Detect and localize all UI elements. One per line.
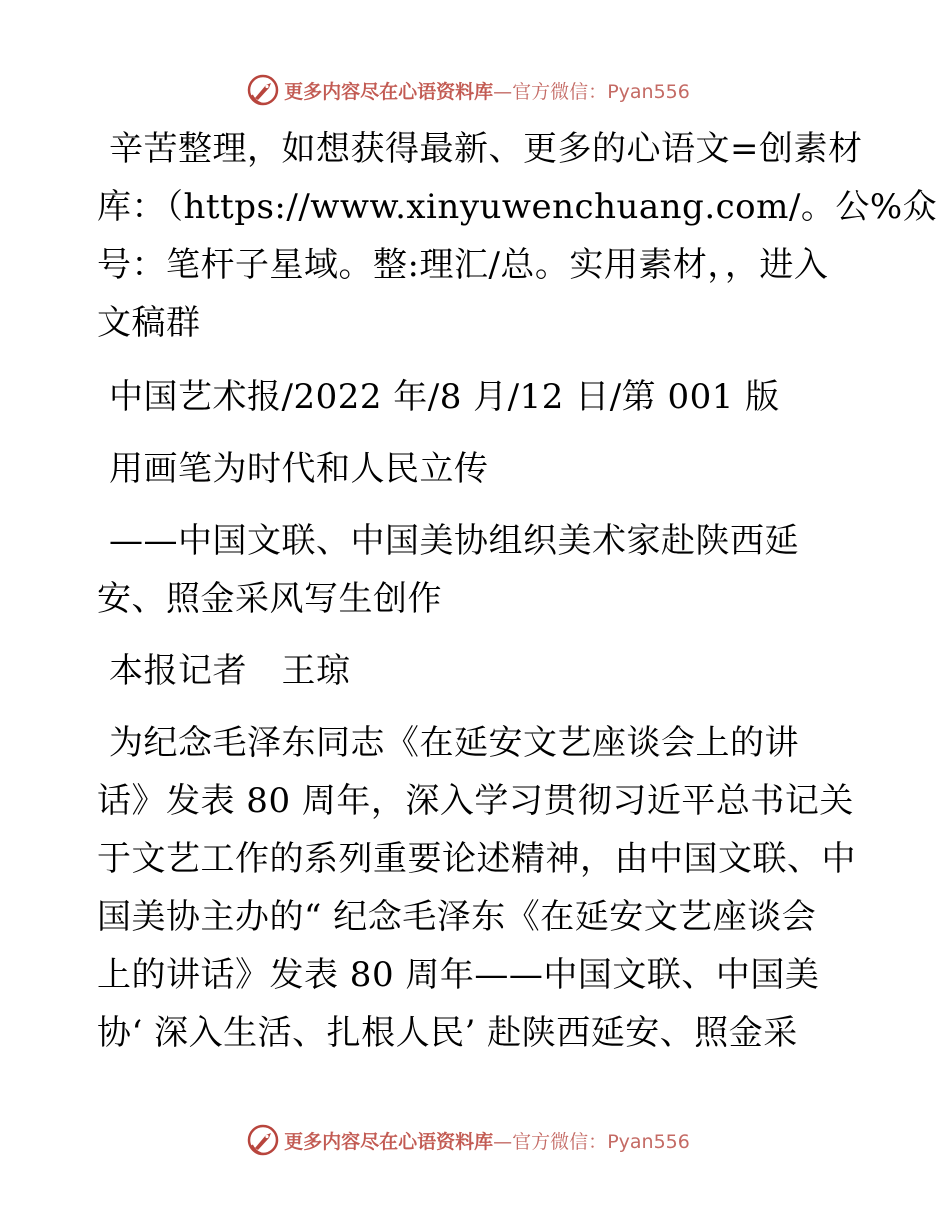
body-line: 为纪念毛泽东同志《在延安文艺座谈会上的讲 (109, 723, 799, 763)
subheadline-line: ——中国文联、中国美协组织美术家赴陕西延 (109, 521, 799, 561)
banner-separator: — (493, 80, 513, 103)
banner-wechat-label: 官方微信： (512, 80, 608, 103)
banner-wechat-id: Pyan556 (607, 80, 690, 103)
banner-text (284, 1127, 690, 1154)
footer-banner (0, 1120, 950, 1160)
banner-brand: 更多内容尽在心语资料库 (284, 80, 494, 103)
document-body (97, 120, 938, 1062)
body-line: 国美协主办的“ 纪念毛泽东《在延安文艺座谈会 (97, 897, 817, 937)
intro-line: 库：（https://www.xinyuwenchuang.com/。公%众 (97, 187, 938, 227)
body-line: 上的讲话》发表 80 周年——中国文联、中国美 (97, 955, 820, 995)
banner-text (284, 77, 690, 104)
byline: 本报记者 王琼 (109, 651, 351, 691)
banner-wechat-id: Pyan556 (607, 1130, 690, 1153)
intro-line: 号：笔杆子星域。整:理汇/总。实用素材，，进入 (97, 245, 829, 285)
pen-nib-logo-icon (246, 73, 280, 107)
banner-wechat-label: 官方微信： (512, 1130, 608, 1153)
banner-separator: — (493, 1130, 513, 1153)
intro-line: 辛苦整理，如想获得最新、更多的心语文=创素材 (109, 129, 863, 169)
headline: 用画笔为时代和人民立传 (109, 449, 489, 489)
body-line: 话》发表 80 周年，深入学习贯彻习近平总书记关 (97, 781, 854, 821)
banner-brand: 更多内容尽在心语资料库 (284, 1130, 494, 1153)
header-banner (0, 70, 950, 110)
intro-line: 文稿群 (97, 303, 201, 343)
source-line: 中国艺术报/2022 年/8 月/12 日/第 001 版 (109, 377, 780, 417)
body-line: 协‘ 深入生活、扎根人民’ 赴陕西延安、照金采 (97, 1013, 798, 1053)
body-line: 于文艺工作的系列重要论述精神，由中国文联、中 (97, 839, 856, 879)
pen-nib-logo-icon (246, 1123, 280, 1157)
subheadline-line: 安、照金采风写生创作 (97, 579, 442, 619)
